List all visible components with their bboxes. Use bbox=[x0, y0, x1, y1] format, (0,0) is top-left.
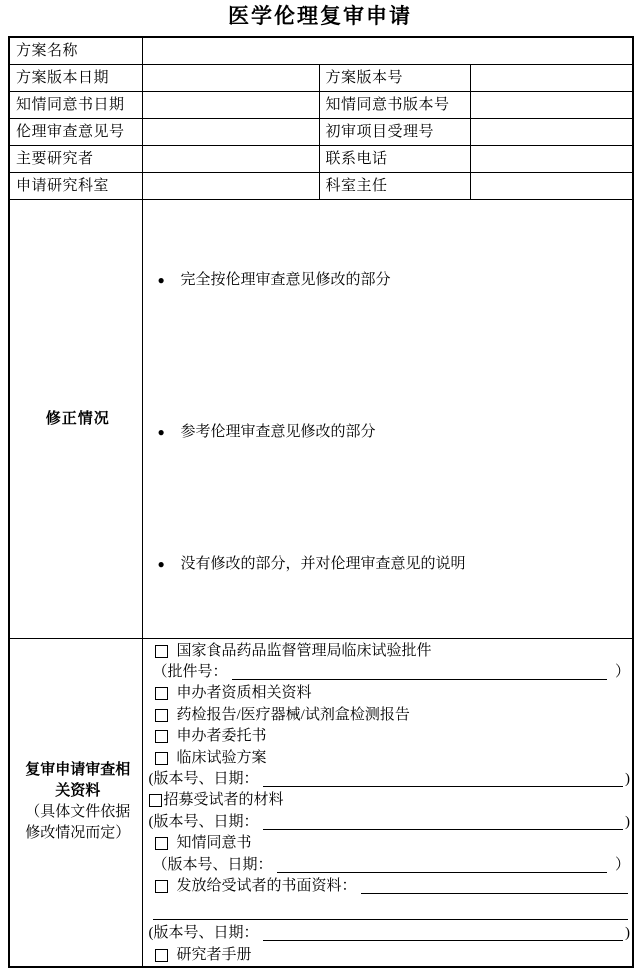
blank-underline[interactable] bbox=[277, 858, 608, 873]
row-ethics-opinion bbox=[9, 118, 633, 145]
label-initial-review-acceptance-no: 初审项目受理号 bbox=[319, 118, 470, 145]
revision-status-label: 修正情况 bbox=[9, 199, 142, 638]
label-icf-version-no: 知情同意书版本号 bbox=[319, 91, 470, 118]
material-label: 知情同意书 bbox=[176, 835, 252, 852]
material-label: 申办者委托书 bbox=[176, 728, 267, 745]
bullet-text: 参考伦理审查意见修改的部分 bbox=[180, 423, 376, 440]
materials-list bbox=[142, 638, 633, 967]
label-contact-phone: 联系电话 bbox=[319, 145, 470, 172]
material-line bbox=[149, 832, 631, 853]
material-line bbox=[149, 661, 631, 682]
field-ethics-opinion-no[interactable] bbox=[142, 118, 319, 145]
material-line bbox=[149, 853, 631, 874]
field-protocol-version-no[interactable] bbox=[470, 64, 633, 91]
material-label: 招募受试者的材料 bbox=[163, 792, 284, 809]
field-protocol-version-date[interactable] bbox=[142, 64, 319, 91]
field-contact-phone[interactable] bbox=[470, 145, 633, 172]
material-line bbox=[149, 725, 631, 746]
blank-underline[interactable] bbox=[263, 815, 624, 830]
field-applying-department[interactable] bbox=[142, 172, 319, 199]
page-title: 医学伦理复审申请 bbox=[228, 4, 412, 28]
label-ethics-opinion-no: 伦理审查意见号 bbox=[9, 118, 142, 145]
material-line bbox=[149, 639, 631, 660]
checkbox-icon[interactable] bbox=[155, 730, 168, 743]
row-revision-status bbox=[9, 199, 633, 638]
revision-status-body[interactable] bbox=[142, 199, 633, 638]
checkbox-icon[interactable] bbox=[155, 880, 168, 893]
blank-underline[interactable] bbox=[263, 926, 624, 941]
bullet-icon: ● bbox=[157, 556, 165, 571]
material-label: 国家食品药品监督管理局临床试验批件 bbox=[176, 642, 432, 659]
blank-underline[interactable] bbox=[263, 772, 624, 787]
material-line bbox=[149, 746, 631, 767]
checkbox-icon[interactable] bbox=[155, 709, 168, 722]
label-icf-date: 知情同意书日期 bbox=[9, 91, 142, 118]
row-protocol-version bbox=[9, 64, 633, 91]
bullet-icon: ● bbox=[157, 272, 165, 287]
checkbox-icon[interactable] bbox=[155, 687, 168, 700]
field-suffix: ) bbox=[625, 771, 631, 787]
material-line bbox=[149, 943, 631, 964]
application-form-table bbox=[8, 36, 634, 968]
material-label: 申办者资质相关资料 bbox=[176, 685, 312, 702]
bullet-item-partially-revised bbox=[149, 422, 631, 442]
row-department bbox=[9, 172, 633, 199]
label-principal-investigator: 主要研究者 bbox=[9, 145, 142, 172]
row-review-materials bbox=[9, 638, 633, 967]
material-label: 发放给受试者的书面资料： bbox=[176, 877, 357, 894]
checkbox-icon[interactable] bbox=[149, 794, 162, 807]
checkbox-icon[interactable] bbox=[155, 645, 168, 658]
label-applying-department: 申请研究科室 bbox=[9, 172, 142, 199]
material-line bbox=[149, 875, 631, 896]
blank-underline[interactable] bbox=[153, 905, 629, 920]
field-prefix: （批件号： bbox=[152, 664, 228, 681]
material-label: 临床试验方案 bbox=[176, 749, 267, 766]
label-protocol-version-date: 方案版本日期 bbox=[9, 64, 142, 91]
field-suffix: ） bbox=[615, 856, 631, 873]
checkbox-icon[interactable] bbox=[155, 752, 168, 765]
field-icf-version-no[interactable] bbox=[470, 91, 633, 118]
label-department-director: 科室主任 bbox=[319, 172, 470, 199]
bullet-text: 完全按伦理审查意见修改的部分 bbox=[180, 271, 391, 288]
field-prefix: （版本号、日期： bbox=[152, 856, 273, 873]
row-protocol-name bbox=[9, 37, 633, 64]
materials-label-cell bbox=[9, 638, 142, 967]
row-investigator bbox=[9, 145, 633, 172]
field-prefix: (版本号、日期： bbox=[148, 771, 259, 787]
bullet-icon: ● bbox=[157, 424, 165, 439]
material-line bbox=[149, 682, 631, 703]
field-principal-investigator[interactable] bbox=[142, 145, 319, 172]
materials-label: 复审申请审查相关资料 bbox=[25, 762, 131, 799]
field-suffix: ） bbox=[615, 664, 631, 681]
field-prefix: (版本号、日期： bbox=[148, 813, 259, 830]
field-icf-date[interactable] bbox=[142, 91, 319, 118]
material-line bbox=[149, 703, 631, 724]
material-line bbox=[149, 896, 631, 922]
blank-underline[interactable] bbox=[361, 879, 629, 894]
label-protocol-name: 方案名称 bbox=[9, 37, 142, 64]
bullet-item-not-revised bbox=[149, 554, 631, 574]
field-suffix: ) bbox=[625, 813, 631, 830]
material-line bbox=[149, 922, 631, 943]
material-label: 研究者手册 bbox=[176, 946, 252, 963]
material-line bbox=[149, 810, 631, 831]
material-label: 药检报告/医疗器械/试剂盒检测报告 bbox=[176, 706, 410, 723]
field-suffix: ) bbox=[625, 925, 631, 942]
materials-note: （具体文件依据修改情况而定） bbox=[25, 804, 131, 841]
bullet-text: 没有修改的部分，并对伦理审查意见的说明 bbox=[180, 555, 466, 572]
field-initial-review-acceptance-no[interactable] bbox=[470, 118, 633, 145]
label-protocol-version-no: 方案版本号 bbox=[319, 64, 470, 91]
material-line bbox=[149, 768, 631, 789]
checkbox-icon[interactable] bbox=[155, 949, 168, 962]
field-department-director[interactable] bbox=[470, 172, 633, 199]
checkbox-icon[interactable] bbox=[155, 837, 168, 850]
row-icf-version bbox=[9, 91, 633, 118]
material-line bbox=[149, 789, 631, 810]
field-prefix: (版本号、日期： bbox=[148, 925, 259, 942]
blank-underline[interactable] bbox=[232, 665, 608, 680]
field-protocol-name[interactable] bbox=[142, 37, 633, 64]
bullet-item-fully-revised bbox=[149, 270, 631, 290]
